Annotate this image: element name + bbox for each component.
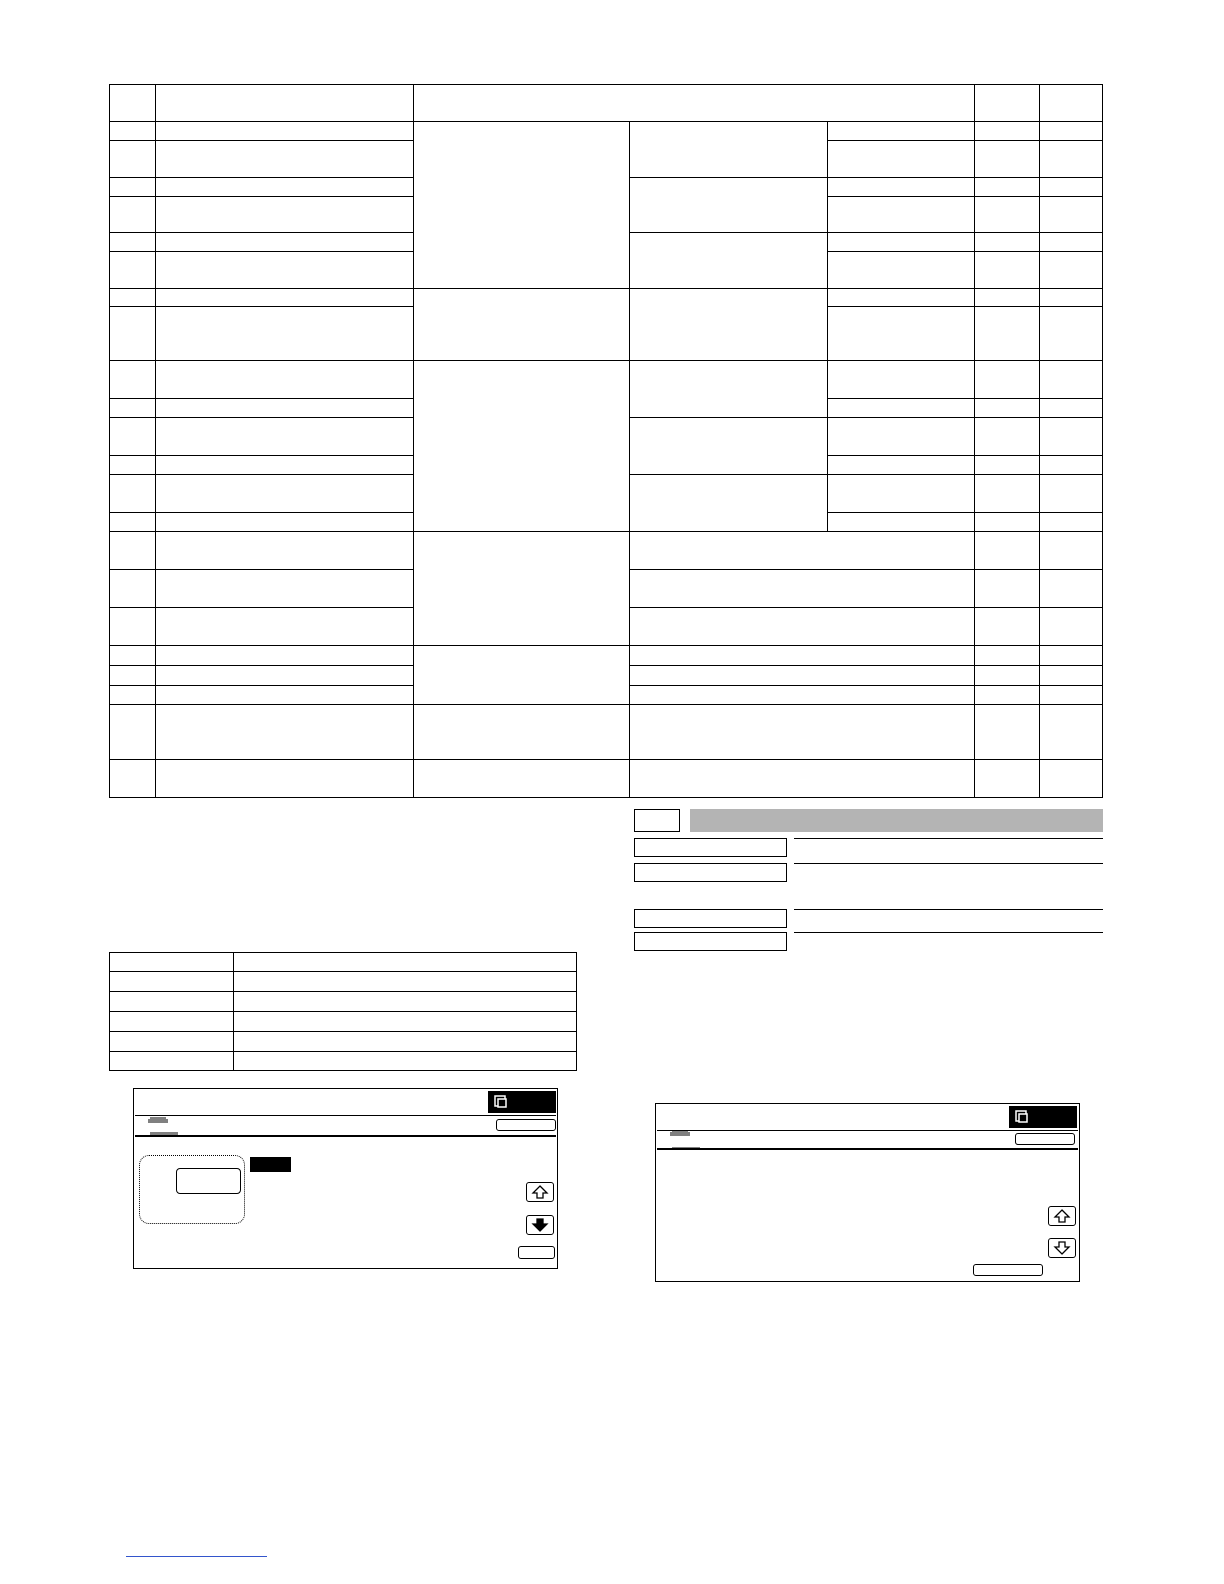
scroll-down-button[interactable] — [526, 1215, 554, 1235]
table-row-line — [109, 140, 413, 141]
table-row-line — [109, 569, 413, 570]
table-row-line — [629, 417, 827, 418]
table-row-line — [109, 531, 1103, 532]
table-col-line — [1039, 84, 1040, 798]
small-table-row-line — [109, 1011, 577, 1012]
table-row-line — [629, 232, 827, 233]
screen-right-mode-tab[interactable] — [1009, 1106, 1077, 1128]
table-row-line — [109, 177, 413, 178]
scroll-down-button[interactable] — [1048, 1238, 1076, 1258]
screen-left-ok-button[interactable] — [496, 1119, 556, 1131]
table-row-line — [827, 177, 1103, 178]
table-row-line — [827, 398, 1103, 399]
small-table-row-line — [109, 991, 577, 992]
table-col-line — [629, 121, 630, 798]
copy-mode-icon — [494, 1095, 508, 1109]
table-row-line — [109, 645, 1103, 646]
table-row-line — [974, 665, 1103, 666]
table-row-line — [109, 607, 413, 608]
value-input-box[interactable] — [176, 1168, 241, 1194]
setting-item-box — [634, 863, 787, 882]
scroll-up-button[interactable] — [1048, 1206, 1076, 1226]
screen-right-divider — [657, 1130, 1078, 1131]
table-row-line — [827, 417, 1103, 418]
table-row-line — [827, 455, 1103, 456]
table-row-line — [629, 685, 974, 686]
table-row-line — [629, 665, 974, 666]
copy-mode-icon — [1015, 1110, 1029, 1124]
table-row-line — [629, 569, 974, 570]
table-row-line — [109, 196, 413, 197]
menu-lines-icon — [146, 1116, 182, 1138]
table-row-line — [974, 685, 1103, 686]
table-row-line — [109, 759, 1103, 760]
screen-left-divider — [135, 1135, 556, 1137]
footnote-link[interactable] — [126, 1556, 267, 1557]
table-row-line — [974, 607, 1103, 608]
table-row-line — [109, 512, 413, 513]
setting-item-underline — [794, 838, 1103, 839]
section-title-bar — [690, 809, 1103, 832]
down-arrow-icon — [531, 1218, 549, 1232]
setting-item-underline — [794, 909, 1103, 910]
screen-right-divider — [657, 1148, 1078, 1150]
menu-lines-icon — [668, 1129, 704, 1151]
table-row-line — [109, 474, 413, 475]
small-table-row-line — [109, 971, 577, 972]
up-arrow-icon — [1053, 1209, 1071, 1223]
setting-item-underline — [794, 932, 1103, 933]
table-col-line — [974, 84, 975, 798]
table-row-line — [109, 306, 413, 307]
main-table — [109, 84, 1103, 798]
table-row-line — [629, 177, 827, 178]
screen-left-mode-tab[interactable] — [488, 1091, 556, 1113]
table-row-line — [109, 685, 413, 686]
table-col-line — [413, 84, 414, 798]
table-row-line — [827, 251, 1103, 252]
current-value-badge — [250, 1157, 291, 1172]
screen-left-small-button[interactable] — [518, 1246, 555, 1259]
table-row-line — [109, 251, 413, 252]
execute-button[interactable] — [973, 1264, 1043, 1276]
section-code-box — [634, 809, 680, 832]
screen-left-divider — [135, 1115, 556, 1116]
down-arrow-icon — [1053, 1241, 1071, 1255]
table-row-line — [974, 569, 1103, 570]
table-row-line — [109, 232, 413, 233]
table-row-line — [109, 398, 413, 399]
table-row-line — [827, 306, 1103, 307]
up-arrow-icon — [531, 1185, 549, 1199]
table-row-line — [109, 288, 1103, 289]
small-table-row-line — [109, 1051, 577, 1052]
table-row-line — [827, 474, 1103, 475]
table-row-line — [109, 121, 1103, 122]
setting-item-box — [634, 909, 787, 928]
table-row-line — [827, 512, 1103, 513]
table-row-line — [109, 360, 1103, 361]
table-row-line — [109, 455, 413, 456]
table-row-line — [109, 417, 413, 418]
table-row-line — [827, 232, 1103, 233]
table-row-line — [109, 704, 1103, 705]
table-col-line — [827, 121, 828, 532]
screen-right-ok-button[interactable] — [1015, 1133, 1075, 1145]
table-row-line — [109, 665, 413, 666]
table-row-line — [629, 607, 974, 608]
small-table-row-line — [109, 1031, 577, 1032]
table-row-line — [827, 140, 1103, 141]
setting-item-underline — [794, 863, 1103, 864]
table-row-line — [827, 196, 1103, 197]
table-col-line — [155, 84, 156, 798]
scroll-up-button[interactable] — [526, 1182, 554, 1202]
setting-item-box — [634, 838, 787, 857]
setting-item-box — [634, 932, 787, 951]
table-row-line — [629, 474, 827, 475]
